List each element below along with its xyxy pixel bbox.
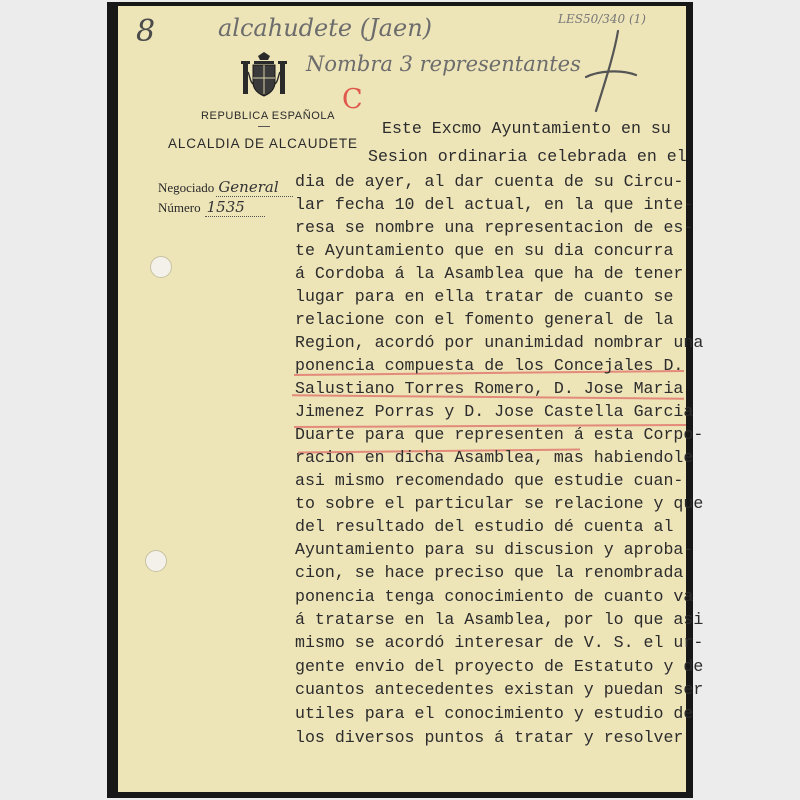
coat-of-arms-icon — [238, 52, 290, 102]
red-pencil-letter: C — [342, 84, 363, 115]
body-text-line: cion, se hace preciso que la renombrada — [295, 563, 684, 582]
letterhead-divider — [258, 126, 270, 127]
archive-reference: LES50/340 (1) — [558, 12, 646, 26]
negociado-label: Negociado — [158, 180, 215, 195]
body-text-line: Jimenez Porras y D. Jose Castella Garcia — [295, 402, 694, 421]
body-text-line: á Cordoba á la Asamblea que ha de tener — [295, 264, 684, 283]
handwritten-cross-mark — [580, 25, 642, 117]
body-text-line: utiles para el conocimiento y estudio de — [295, 704, 694, 723]
body-text-line: Sesion ordinaria celebrada en el — [368, 147, 687, 166]
handwritten-place: alcahudete (Jaen) — [218, 14, 433, 42]
numero-field — [158, 198, 265, 216]
body-text-line: to sobre el particular se relacione y que — [295, 494, 704, 513]
numero-label: Número — [158, 200, 201, 215]
body-text-line: los diversos puntos á tratar y resolver — [295, 728, 684, 747]
republic-heading: REPUBLICA ESPAÑOLA — [201, 110, 336, 122]
punch-hole-bottom — [145, 550, 167, 572]
handwritten-number: 8 — [136, 14, 156, 49]
body-text-line: Ayuntamiento para su discusion y aproba- — [295, 540, 694, 559]
body-text-line: cuantos antecedentes existan y puedan ser — [295, 680, 704, 699]
body-text-line: dia de ayer, al dar cuenta de su Circu- — [295, 172, 684, 191]
body-text-line: gente envio del proyecto de Estatuto y de — [295, 657, 704, 676]
body-text-line: Duarte para que representen á esta Corpo- — [295, 425, 704, 444]
numero-value: 1535 — [205, 198, 265, 217]
body-text-line: ponencia tenga conocimiento de cuanto va — [295, 587, 694, 606]
body-text-line: lugar para en ella tratar de cuanto se — [295, 287, 674, 306]
body-text-line: Region, acordó por unanimidad nombrar una — [295, 333, 704, 352]
body-text-line: Este Excmo Ayuntamiento en su — [382, 119, 671, 138]
body-text-line: Salustiano Torres Romero, D. Jose Maria — [295, 379, 684, 398]
body-text-line: resa se nombre una representacion de es- — [295, 218, 694, 237]
body-text-line: ponencia compuesta de los Concejales D. — [295, 356, 684, 375]
body-text-line: á tratarse en la Asamblea, por lo que asi — [295, 610, 704, 629]
body-text-line: asi mismo recomendado que estudie cuan- — [295, 471, 684, 490]
handwritten-title: Nombra 3 representantes — [306, 52, 581, 76]
body-text-line: del resultado del estudio dé cuenta al — [295, 517, 674, 536]
body-text-line: relacione con el fomento general de la — [295, 310, 674, 329]
office-heading: ALCALDIA DE ALCAUDETE — [168, 136, 358, 151]
body-text-line: lar fecha 10 del actual, en la que inte- — [295, 195, 694, 214]
negociado-field — [158, 178, 293, 196]
punch-hole-top — [150, 256, 172, 278]
body-text-line: mismo se acordó interesar de V. S. el ur- — [295, 633, 704, 652]
body-text-line: racion en dicha Asamblea, mas habiendole — [295, 448, 694, 467]
body-text-line: te Ayuntamiento que en su dia concurra — [295, 241, 674, 260]
negociado-value: General — [216, 178, 292, 197]
